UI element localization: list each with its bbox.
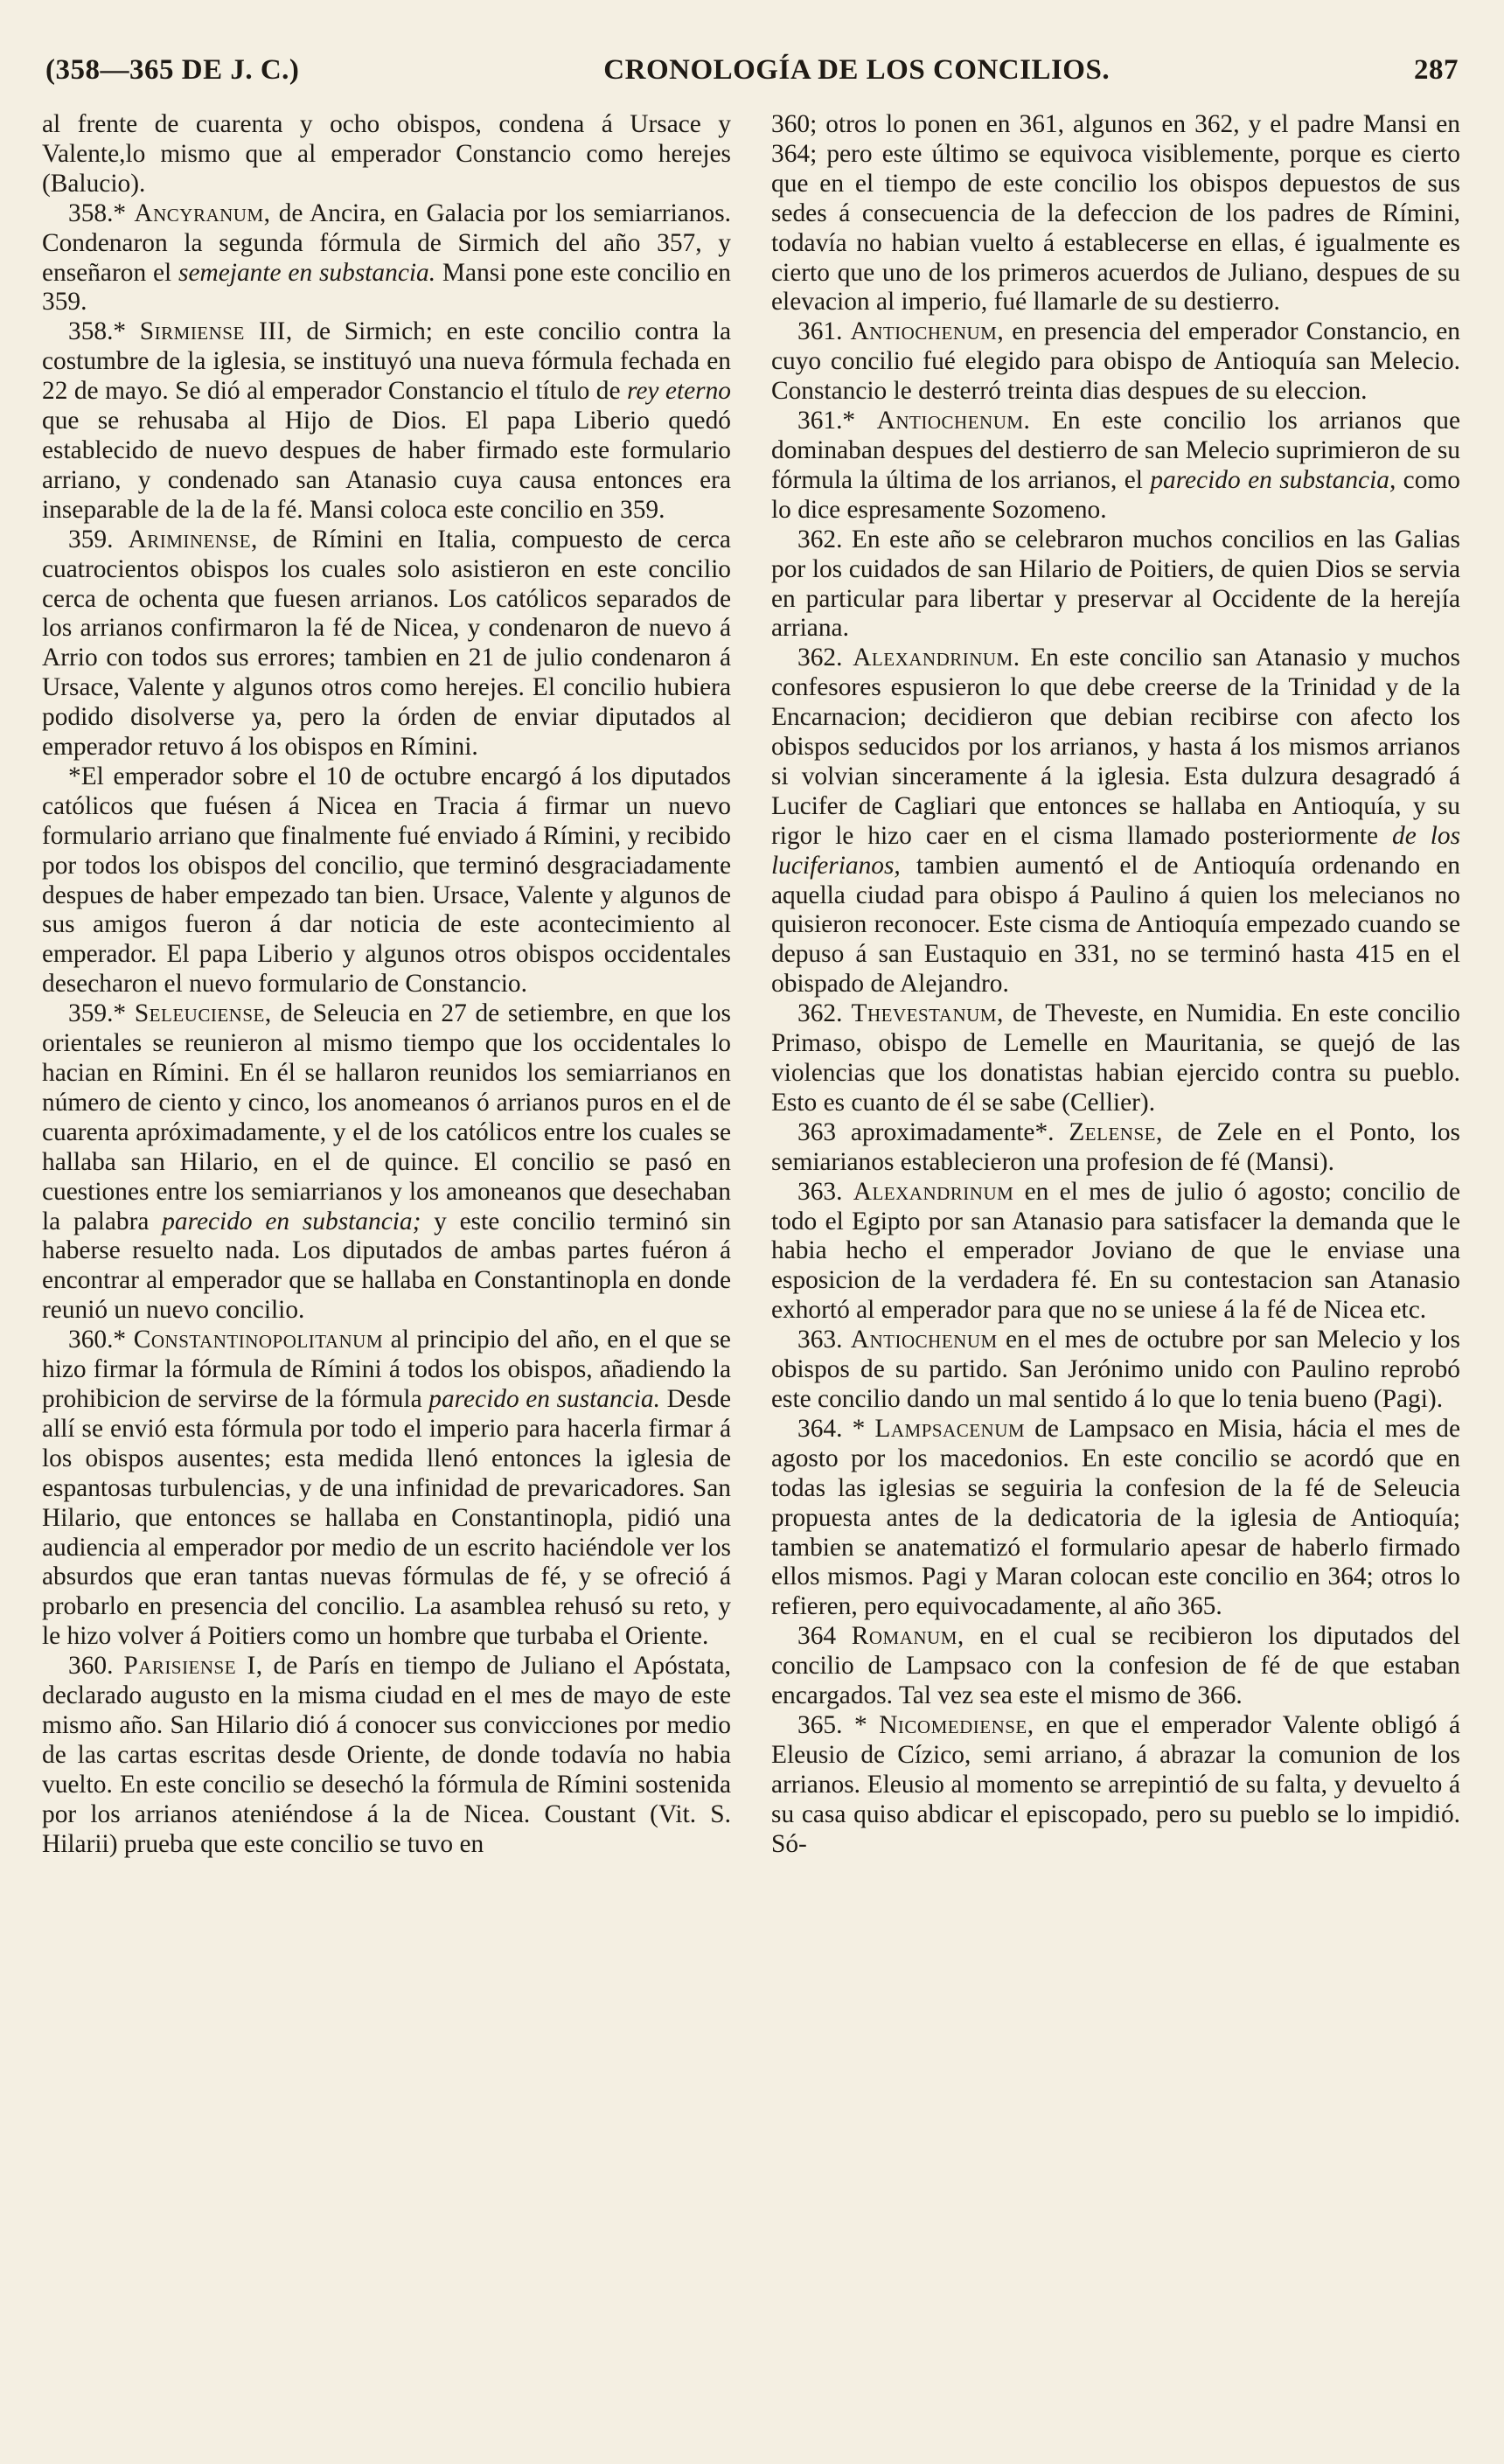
- entry-number: 360.*: [68, 1326, 127, 1354]
- council-name: Alexandrinum.: [853, 644, 1020, 672]
- entry-number: 362.: [797, 999, 843, 1028]
- council-name: Seleuciense,: [134, 999, 272, 1028]
- entry-number: 364. *: [797, 1414, 866, 1443]
- entry-number: 363.: [797, 1326, 843, 1354]
- paragraph: 362. Alexandrinum. En este concilio san Atanasio y muchos confesores espusieron lo que debe creerse de la Trinidad y de la Encarnacion; decidieron que debian recibirse con afecto los obispos seducidos por los arrianos, y hasta á los mismos arrianos si volvian sinceramente á la iglesia. Esta dulzura desagradó á Lucifer de Cagliari que entonces se hallaba en Antioquía, y su rigor le hizo caer en el cisma llamado posteriormente de los luciferianos, tambien aumentó el de Antioquía ordenando en aquella ciudad para obispo á Paulino á quien los melecianos no quisieron reconocer. Este cisma de Antioquía empezado cuando se depuso á san Eustaquio en 331, no se terminó hasta 415 en el obispado de Alejandro.: [771, 644, 1460, 999]
- paragraph: 365. * Nicomediense, en que el emperador Valente obligó á Eleusio de Cízico, semi arriano, á abrazar la comunion de los arrianos. Eleusio al momento se arrepintió de su falta, y devuelto á su casa quiso abdicar el episcopado, pero su pueblo se lo impidió. Só-: [771, 1710, 1460, 1858]
- paragraph: al frente de cuarenta y ocho obispos, condena á Ursace y Valente,lo mismo que al emperador Constancio como herejes (Balucio).: [42, 110, 731, 198]
- entry-number: 363.: [797, 1177, 843, 1206]
- entry-number: 361.: [797, 317, 843, 346]
- council-name: Lampsacenum: [874, 1414, 1026, 1443]
- paragraph: 361.* Antiochenum. En este concilio los arrianos que dominaban despues del destierro de san Melecio suprimieron de su fórmula la última de los arrianos, el parecido en substancia, como lo dice espresamente Sozomeno.: [771, 407, 1460, 524]
- paragraph: 363 aproximadamente*. Zelense, de Zele en el Ponto, los semiarianos establecieron una profesion de fé (Mansi).: [771, 1117, 1460, 1176]
- council-name: Thevestanum,: [851, 999, 1004, 1028]
- left-column: [42, 110, 731, 2419]
- council-name: Romanum,: [851, 1622, 964, 1651]
- entry-number: 359.*: [68, 999, 127, 1028]
- header-date-range: (358—365 DE J. C.): [45, 54, 300, 86]
- council-name: Constantinopolitanum: [133, 1326, 384, 1354]
- paragraph: 358.* Ancyranum, de Ancira, en Galacia por los semiarrianos. Condenaron la segunda fórmula de Sirmich del año 357, y enseñaron el semejante en substancia. Mansi pone este concilio en 359.: [42, 198, 731, 317]
- council-name: Parisiense I,: [123, 1652, 263, 1681]
- paragraph: 363. Alexandrinum en el mes de julio ó agosto; concilio de todo el Egipto por san Atanasio para satisfacer la demanda que le habia hecho el emperador Joviano de que le enviase una esposicion de la verdadera fé. En su contestacion san Atanasio exhortó al emperador para que no se uniese á la fé de Nicea etc.: [771, 1177, 1460, 1325]
- page-number: 287: [1413, 54, 1459, 86]
- council-name: Antiochenum.: [876, 407, 1031, 435]
- entry-number: 361.*: [797, 407, 856, 435]
- right-column: [771, 110, 1460, 2419]
- entry-number: 362.: [797, 644, 843, 672]
- paragraph: 363. Antiochenum en el mes de octubre por san Melecio y los obispos de su partido. San Jerónimo unido con Paulino reprobó este concilio dando un mal sentido á lo que lo tenia bueno (Pagi).: [771, 1326, 1460, 1413]
- council-name: Ariminense,: [128, 525, 258, 553]
- entry-number: 358.*: [68, 198, 127, 227]
- paragraph: 359. Ariminense, de Rímini en Italia, compuesto de cerca cuatrocientos obispos los cuales solo asistieron en este concilio cerca de ochenta que fuesen arrianos. Los católicos separados de los arrianos confirmaron la fé de Nicea, y condenaron de nuevo á Arrio con todos sus errores; tambien en 21 de julio condenaron á Ursace, Valente y algunos otros como herejes. El concilio hubiera podido disolverse ya, pero la órden de enviar diputados al emperador retuvo á los obispos en Rímini.: [42, 525, 731, 762]
- council-name: Zelense,: [1069, 1117, 1163, 1146]
- council-name: Ancyranum,: [134, 198, 271, 227]
- running-header: [45, 54, 1459, 100]
- entry-number: 358.*: [68, 317, 127, 346]
- paragraph: 361. Antiochenum, en presencia del emperador Constancio, en cuyo concilio fué elegido para obispo de Antioquía san Melecio. Constancio le desterró treinta dias despues de su eleccion.: [771, 317, 1460, 406]
- header-title: CRONOLOGÍA DE LOS CONCILIOS.: [603, 54, 1111, 86]
- council-name: Sirmiense III,: [139, 317, 293, 346]
- paragraph: 362. En este año se celebraron muchos concilios en las Galias por los cuidados de san Hilario de Poitiers, de quien Dios se servia en particular para libertar y preservar al Occidente de la herejía arriana.: [771, 525, 1460, 643]
- paragraph: 360.* Constantinopolitanum al principio del año, en el que se hizo firmar la fórmula de Rímini á todos los obispos, añadiendo la prohibicion de servirse de la fórmula parecido en sustancia. Desde allí se envió esta fórmula por todo el imperio para hacerla firmar á los obispos ausentes; esta medida llenó entonces la iglesia de espantosas turbulencias, y de una infinidad de prevaricadores. San Hilario, que entonces se hallaba en Constantinopla, pidió una audiencia al emperador por medio de un escrito haciéndole ver los absurdos que eran tantas nuevas fórmulas de fé, y se ofreció á probarlo en presencia del concilio. La asamblea rehusó su reto, y le hizo volver á Poitiers como un hombre que turbaba el Oriente.: [42, 1326, 731, 1651]
- council-name: Antiochenum,: [850, 317, 1005, 346]
- entry-number: 364: [797, 1622, 837, 1651]
- paragraph: 362. Thevestanum, de Theveste, en Numidia. En este concilio Primaso, obispo de Lemelle en Mauritania, se quejó de las violencias que los donatistas habian ejercido contra su pueblo. Esto es cuanto de él se sabe (Cellier).: [771, 999, 1460, 1117]
- paragraph: 359.* Seleuciense, de Seleucia en 27 de setiembre, en que los orientales se reunieron al mismo tiempo que los occidentales lo hacian en Rímini. En él se hallaron reunidos los semiarrianos en número de ciento y cinco, los anomeanos ó arrianos puros en el de cuarenta apróximadamente, y el de los católicos entre los cuales se hallaba san Hilario, en el de quince. El concilio se pasó en cuestiones entre los semiarrianos y los amoneanos que desechaban la palabra parecido en substancia; y este concilio terminó sin haberse resuelto nada. Los diputados de ambas partes fuéron á encontrar al emperador que se hallaba en Constantinopla en donde reunió un nuevo concilio.: [42, 999, 731, 1325]
- council-name: Antiochenum: [850, 1326, 998, 1354]
- paragraph: *El emperador sobre el 10 de octubre encargó á los diputados católicos que fuésen á Nicea en Tracia á firmar un nuevo formulario arriano que finalmente fué enviado á Rímini, y recibido por todos los obispos del concilio, que terminó desgraciadamente despues de haber empezado tan bien. Ursace, Valente y algunos de sus amigos fueron á dar noticia de este acontecimiento al emperador. El papa Liberio y algunos otros obispos occidentales desecharon el nuevo formulario de Constancio.: [42, 762, 731, 999]
- paragraph: 358.* Sirmiense III, de Sirmich; en este concilio contra la costumbre de la iglesia, se instituyó una nueva fórmula fechada en 22 de mayo. Se dió al emperador Constancio el título de rey eterno que se rehusaba al Hijo de Dios. El papa Liberio quedó establecido de nuevo despues de haber firmado este formulario arriano, y condenado san Atanasio cuya causa entonces era inseparable de la de la fé. Mansi coloca este concilio en 359.: [42, 317, 731, 524]
- paragraph: 360. Parisiense I, de París en tiempo de Juliano el Apóstata, declarado augusto en la misma ciudad en el mes de mayo de este mismo año. San Hilario dió á conocer sus convicciones por medio de las cartas escritas desde Oriente, de donde todavía no habia vuelto. En este concilio se desechó la fórmula de Rímini sostenida por los arrianos ateniéndose á la de Nicea. Coustant (Vit. S. Hilarii) prueba que este concilio se tuvo en: [42, 1652, 731, 1858]
- paragraph: 364. * Lampsacenum de Lampsaco en Misia, hácia el mes de agosto por los macedonios. En este concilio se acordó que en todas las iglesias se seguiria la confesion de la fé de Seleucia propuesta antes de la dedicatoria de la iglesia de Antioquía; tambien se anatematizó el formulario apesar de haberlo firmado ellos mismos. Pagi y Maran colocan este concilio en 364; otros lo refieren, pero equivocadamente, al año 365.: [771, 1414, 1460, 1621]
- paragraph: 360; otros lo ponen en 361, algunos en 362, y el padre Mansi en 364; pero este último se equivoca visiblemente, porque es cierto que en el tiempo de este concilio los obispos depuestos de sus sedes á consecuencia de la defeccion de los padres de Rímini, todavía no habian vuelto á establecerse en ellas, é igualmente es cierto que uno de los primeros acuerdos de Juliano, despues de su elevacion al imperio, fué llamarle de su destierro.: [771, 110, 1460, 317]
- entry-number: 365. *: [797, 1710, 867, 1739]
- paragraph: 364 Romanum, en el cual se recibieron los diputados del concilio de Lampsaco con la confesion de fé de que estaban encargados. Tal vez sea este el mismo de 366.: [771, 1622, 1460, 1710]
- council-name: Alexandrinum: [853, 1177, 1014, 1206]
- entry-number: 360.: [68, 1652, 114, 1681]
- entry-number: 359.: [68, 525, 114, 553]
- council-name: Nicomediense,: [879, 1710, 1034, 1739]
- entry-number: 362.: [797, 525, 843, 553]
- entry-number: 363: [797, 1117, 837, 1146]
